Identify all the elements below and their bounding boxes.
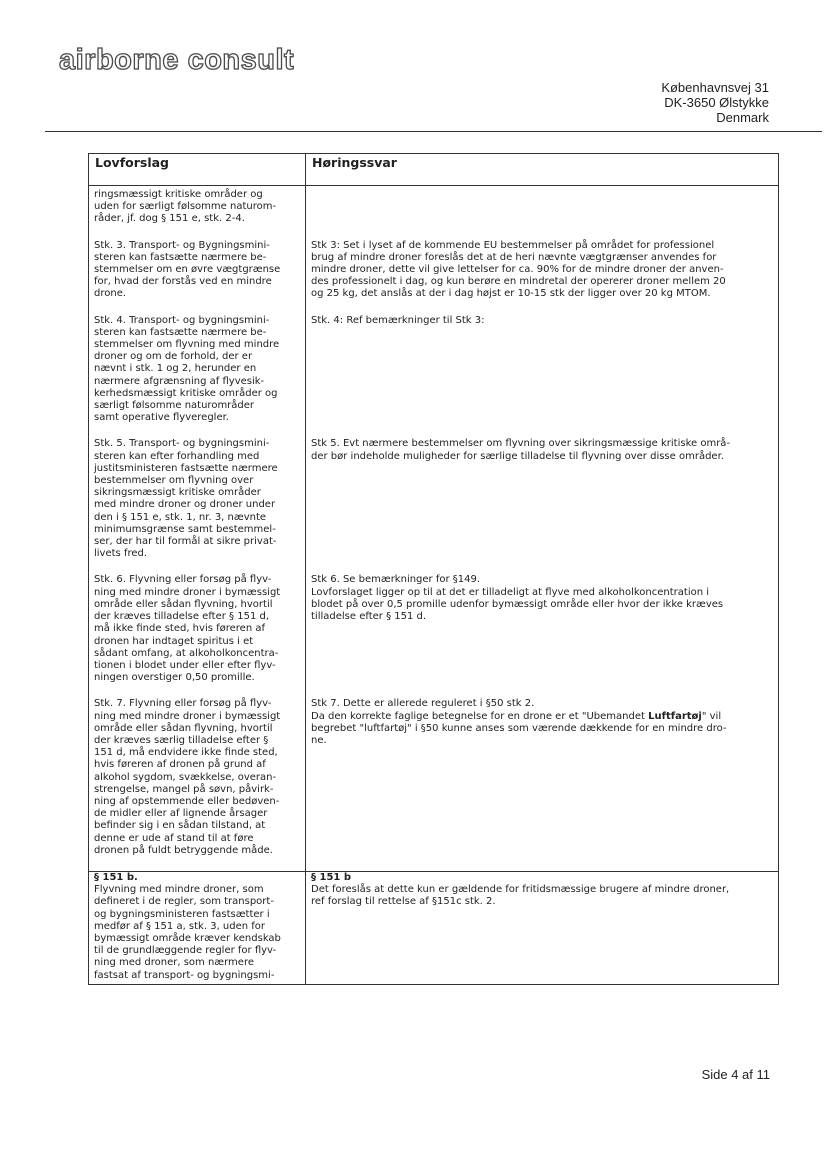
table-row [89,240,779,315]
address-city: DK-3650 Ølstykke [664,95,769,110]
column-header-horingssvar: Høringssvar [306,154,779,186]
law-text: Flyvning med mindre droner, som defineret i de regler, som transport- og bygningsministeren fastsætter i medfør af § 151 a, stk. 3, uden for bymæssigt område kræver kendskab til de grundlæggende regler for flyv- ning med droner, som nærmere fastsat af transport- og bygningsmi- [94,884,281,981]
response-text [306,698,779,871]
table-row [89,186,779,240]
table-row [89,574,779,698]
law-text: ringsmæssigt kritiske områder og uden for særligt følsomme naturom- råder, jf. dog § 151 e, stk. 2-4. [89,186,306,240]
response-line: Da den korrekte faglige betegnelse for en drone er et "Ubemandet [311,710,649,722]
law-text: Stk. 3. Transport- og Bygningsmini- steren kan fastsætte nærmere be- stemmelser om en øvre vægtgrænse for, hvad der forstås ved en mindre drone. [89,240,306,315]
table-row [89,698,779,871]
law-text: Stk. 4. Transport- og bygningsmini- steren kan fastsætte nærmere be- stemmelser om flyvning med mindre droner og om de forhold, der er nævnt i stk. 1 og 2, herunder en nærmere afgrænsning af flyvesik- kerhedsmæssigt kritiske områder og særligt følsomme naturområder samt operative flyveregler. [89,315,306,439]
consultation-table [88,153,779,985]
company-address [661,80,769,125]
response-text: Stk 6. Se bemærkninger for §149. Lovforslaget ligger op til at det er tilladeligt at flyve med alkoholkoncentration i blodet på over 0,5 promille udenfor bymæssigt område eller hvor der ikke kræves tilladelse efter § 151 d. [306,574,779,698]
response-line: Stk 7. Dette er allerede reguleret i §50 stk 2. [311,698,535,710]
response-line: " vil begrebet "luftfartøj" i §50 kunne anses som værende dækkende for en mindre dro- ne. [311,710,727,746]
address-country: Denmark [716,110,769,125]
law-cell [89,871,306,984]
law-section-title: § 151 b. [94,871,138,883]
table-row [89,438,779,574]
response-bold-term: Luftfartøj [648,710,702,722]
response-text: Stk. 4: Ref bemærkninger til Stk 3: [306,315,779,439]
table-header-row [89,154,779,186]
response-text: Det foreslås at dette kun er gældende for fritidsmæssige brugere af mindre droner, ref forslag til rettelse af §151c stk. 2. [311,884,730,908]
law-text: Stk. 6. Flyvning eller forsøg på flyv- ning med mindre droner i bymæssigt område eller sådan flyvning, hvortil der kræves tilladelse efter § 151 d, må ikke finde sted, hvis føreren af dronen har indtaget spiritus i et sådant omfang, at alkoholkoncentra- tionen i blodet under eller efter flyv- ningen overstiger 0,50 promille. [89,574,306,698]
law-text: Stk. 5. Transport- og bygningsmini- steren kan efter forhandling med justitsministeren fastsætte nærmere bestemmelser om flyvning over sikringsmæssigt kritiske områder med mindre droner og droner under den i § 151 e, stk. 1, nr. 3, nævnte minimumsgrænse samt bestemmel- ser, der har til formål at sikre privat- livets fred. [89,438,306,574]
column-header-lovforslag: Lovforslag [89,154,306,186]
response-cell [306,871,779,984]
table-row [89,871,779,984]
response-text: Stk 5. Evt nærmere bestemmelser om flyvning over sikringsmæssige kritiske områ- der bør indeholde muligheder for særlige tilladelse til flyvning over disse områder. [306,438,779,574]
response-section-title: § 151 b [311,871,351,883]
header-divider [45,131,822,132]
page-number: Side 4 af 11 [701,1067,770,1082]
response-text [306,186,779,240]
address-street: Københavnsvej 31 [661,80,769,95]
company-logo: airborne consult [59,44,295,76]
law-text: Stk. 7. Flyvning eller forsøg på flyv- ning med mindre droner i bymæssigt område eller sådan flyvning, hvortil der kræves særlig tilladelse efter § 151 d, må endvidere ikke finde sted, hvis føreren af dronen på grund af alkohol sygdom, svækkelse, overan- strengelse, mangel på søvn, påvirk- ning af opstemmende eller bedøven- de midler eller af lignende årsager befinder sig i en sådan tilstand, at denne er ude af stand til at føre dronen på fuldt betryggende måde. [89,698,306,871]
response-text: Stk 3: Set i lyset af de kommende EU bestemmelser på området for professionel brug af mindre droner foreslås det at de heri nævnte vægtgrænser anvendes for mindre droner, dette vil give lettelser for ca. 90% for de mindre droner der anven- des professionelt i dag, og kun berøre en mindretal der opererer droner mellem 20 og 25 kg, det anslås at der i dag højst er 10-15 stk der ligger over 20 kg MTOM. [306,240,779,315]
table-row [89,315,779,439]
